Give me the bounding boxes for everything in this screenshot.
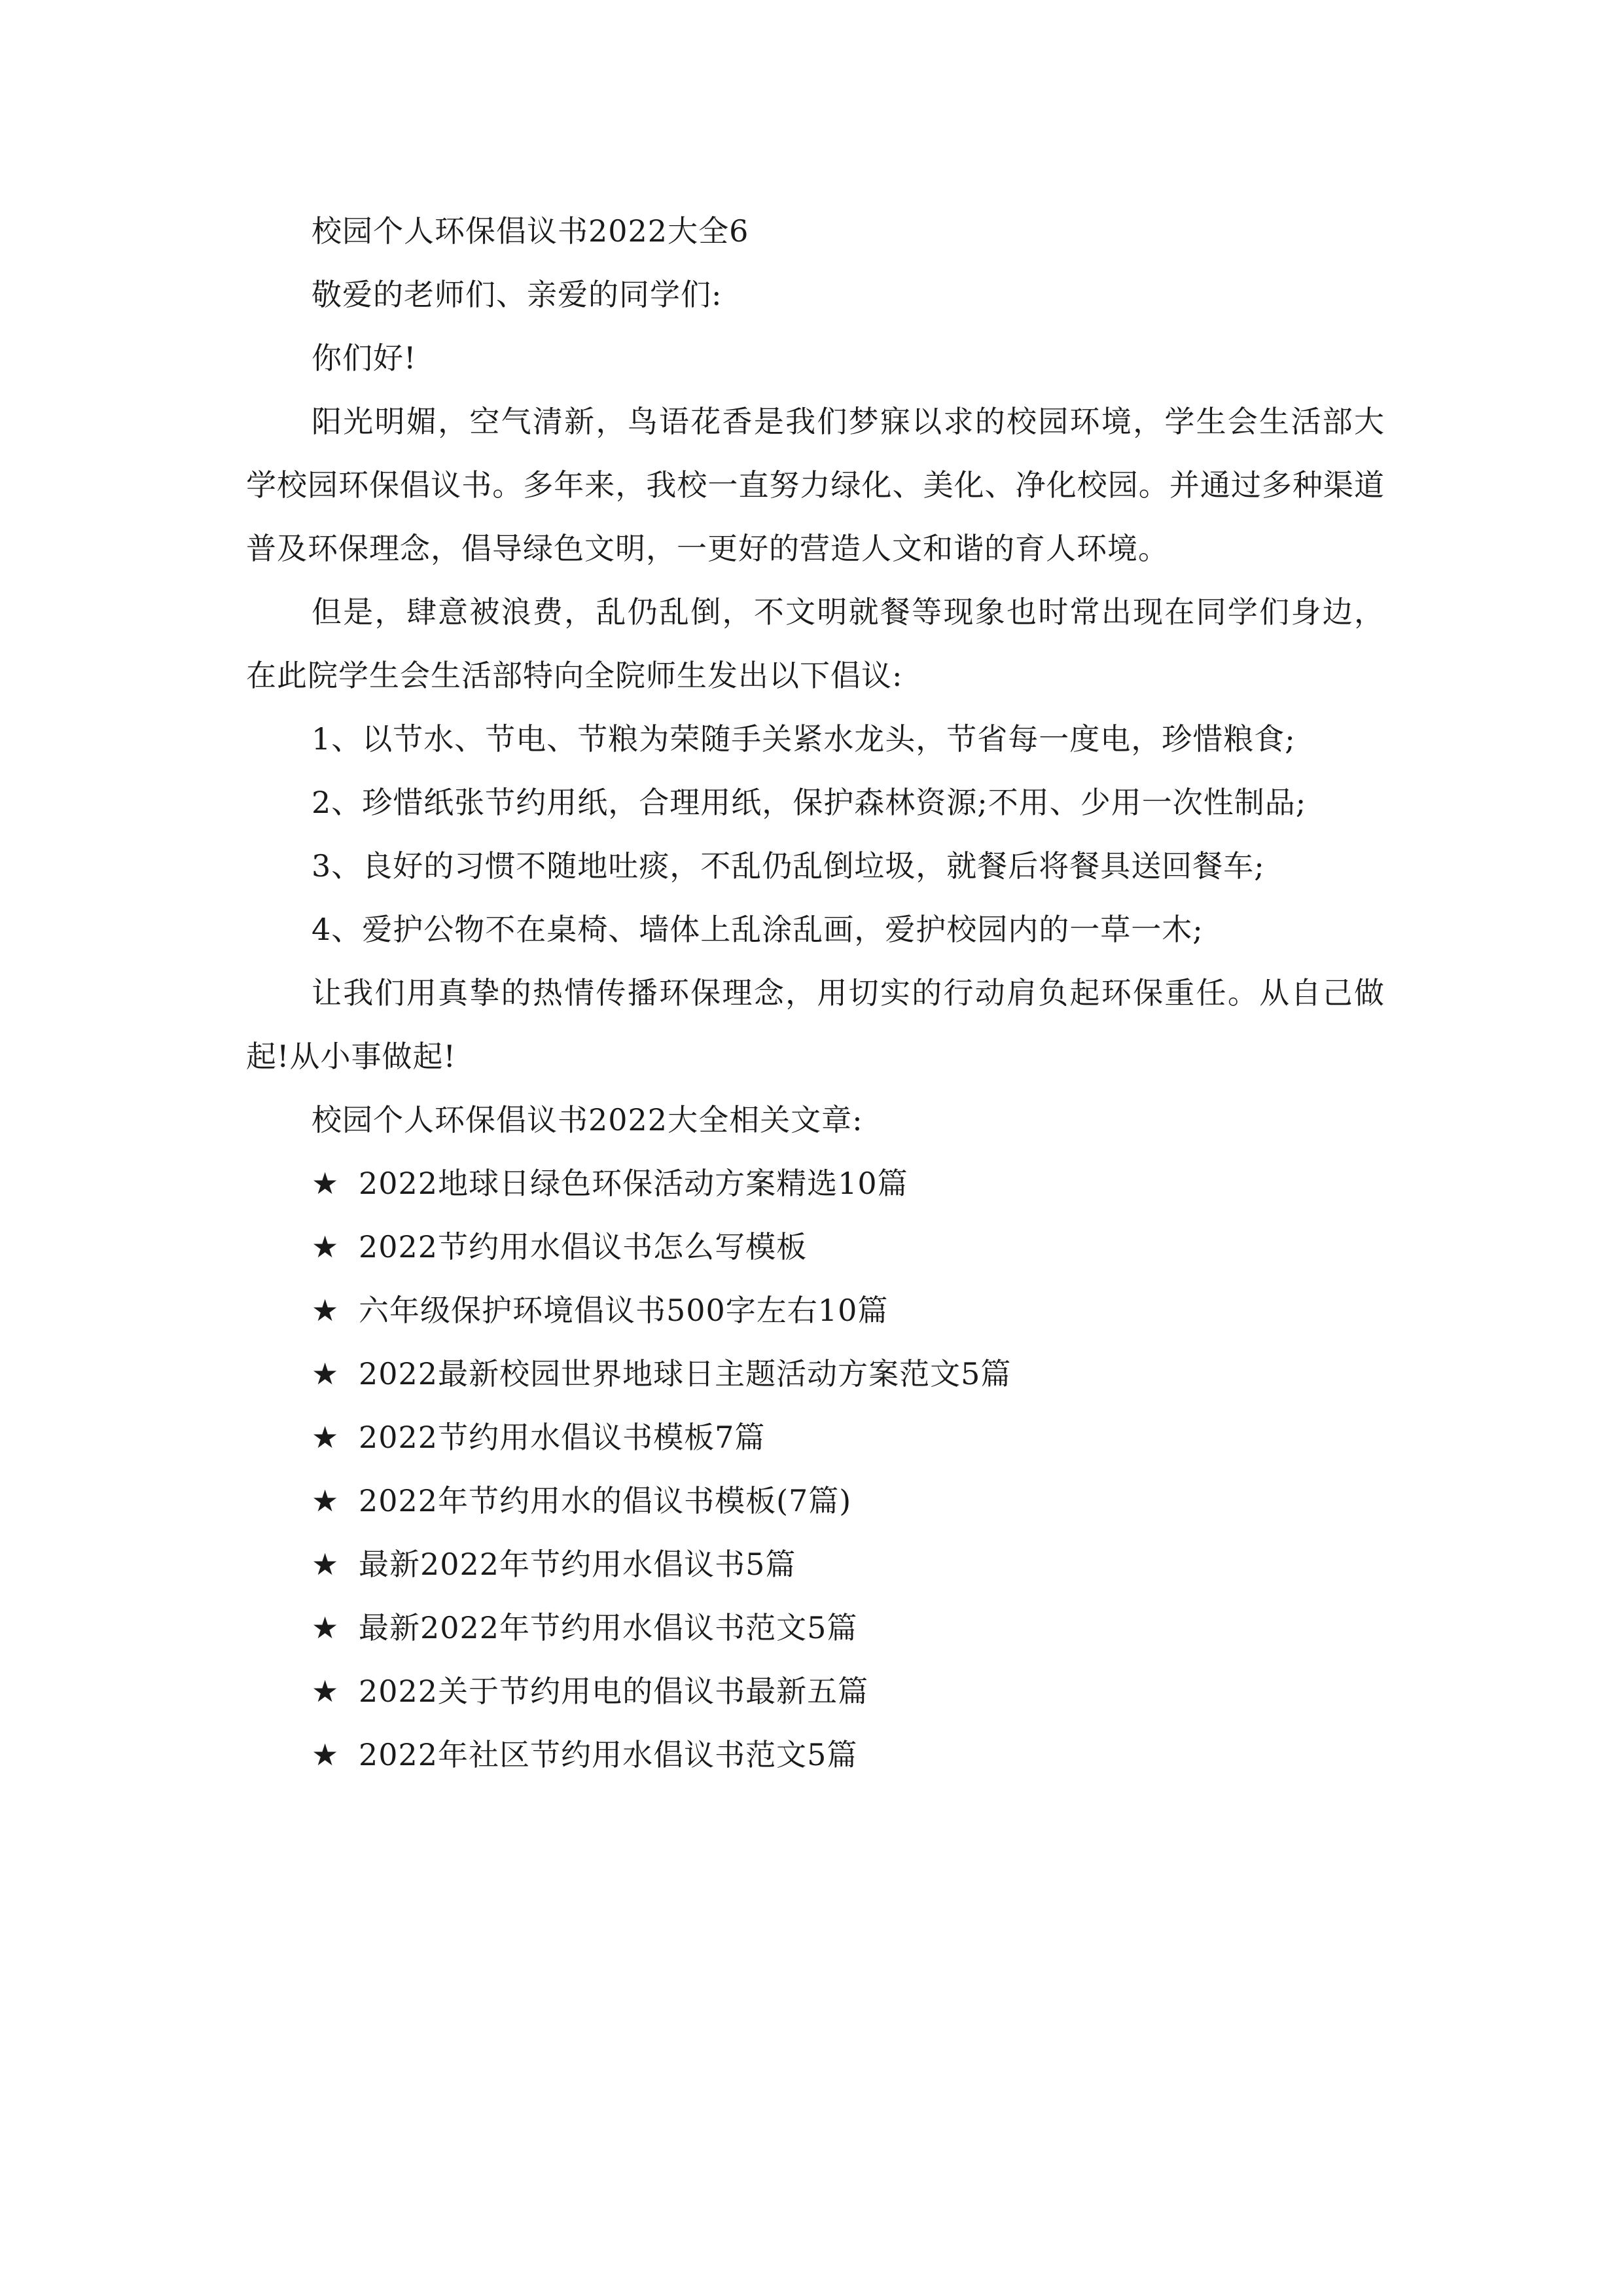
related-article-title: 2022地球日绿色环保活动方案精选10篇 <box>359 1166 908 1201</box>
related-article-link[interactable] <box>246 1723 1385 1787</box>
related-article-title: 2022最新校园世界地球日主题活动方案范文5篇 <box>359 1356 1012 1391</box>
related-article-title: 最新2022年节约用水倡议书5篇 <box>359 1547 796 1582</box>
body-paragraph: 但是，肆意被浪费，乱仍乱倒，不文明就餐等现象也时常出现在同学们身边，在此院学生会生活部特向全院师生发出以下倡议: <box>246 594 1385 693</box>
proposal-item: 2、珍惜纸张节约用纸，合理用纸，保护森林资源;不用、少用一次性制品; <box>312 785 1307 820</box>
related-article-link[interactable] <box>246 1342 1385 1406</box>
star-icon: ★ <box>312 1356 340 1391</box>
related-article-link[interactable] <box>246 1469 1385 1533</box>
star-icon: ★ <box>312 1737 340 1772</box>
proposal-item: 1、以节水、节电、节粮为荣随手关紧水龙头，节省每一度电，珍惜粮食; <box>312 721 1296 757</box>
related-article-title: 2022年社区节约用水倡议书范文5篇 <box>359 1737 858 1772</box>
related-article-link[interactable] <box>246 1406 1385 1469</box>
proposal-item: 3、良好的习惯不随地吐痰，不乱仍乱倒垃圾，就餐后将餐具送回餐车; <box>312 848 1265 884</box>
star-icon: ★ <box>312 1420 340 1455</box>
star-icon: ★ <box>312 1674 340 1709</box>
salutation: 敬爱的老师们、亲爱的同学们: <box>312 277 722 312</box>
star-icon: ★ <box>312 1547 340 1582</box>
document-title: 校园个人环保倡议书2022大全6 <box>312 213 749 249</box>
related-heading: 校园个人环保倡议书2022大全相关文章: <box>312 1102 863 1138</box>
star-icon: ★ <box>312 1293 340 1328</box>
related-article-link[interactable] <box>246 1215 1385 1279</box>
star-icon: ★ <box>312 1229 340 1265</box>
related-article-title: 2022年节约用水的倡议书模板(7篇) <box>359 1483 852 1518</box>
related-article-link[interactable] <box>246 1152 1385 1215</box>
document-body <box>246 200 1385 1787</box>
star-icon: ★ <box>312 1483 340 1518</box>
proposal-item: 4、爱护公物不在桌椅、墙体上乱涂乱画，爱护校园内的一草一木; <box>312 912 1204 947</box>
closing-paragraph: 让我们用真挚的热情传播环保理念，用切实的行动肩负起环保重任。从自己做起!从小事做起! <box>246 975 1385 1074</box>
related-article-link[interactable] <box>246 1596 1385 1660</box>
related-article-title: 2022节约用水倡议书模板7篇 <box>359 1420 766 1455</box>
star-icon: ★ <box>312 1610 340 1645</box>
related-article-link[interactable] <box>246 1533 1385 1596</box>
related-article-title: 六年级保护环境倡议书500字左右10篇 <box>359 1293 889 1328</box>
body-paragraph: 阳光明媚，空气清新，鸟语花香是我们梦寐以求的校园环境，学生会生活部大学校园环保倡议书。多年来，我校一直努力绿化、美化、净化校园。并通过多种渠道普及环保理念，倡导绿色文明，一更好的营造人文和谐的育人环境。 <box>246 404 1385 566</box>
related-article-title: 2022关于节约用电的倡议书最新五篇 <box>359 1674 869 1709</box>
related-article-link[interactable] <box>246 1660 1385 1723</box>
related-article-title: 最新2022年节约用水倡议书范文5篇 <box>359 1610 858 1645</box>
related-article-title: 2022节约用水倡议书怎么写模板 <box>359 1229 808 1265</box>
greeting: 你们好! <box>312 340 417 376</box>
star-icon: ★ <box>312 1166 340 1201</box>
related-article-link[interactable] <box>246 1279 1385 1342</box>
